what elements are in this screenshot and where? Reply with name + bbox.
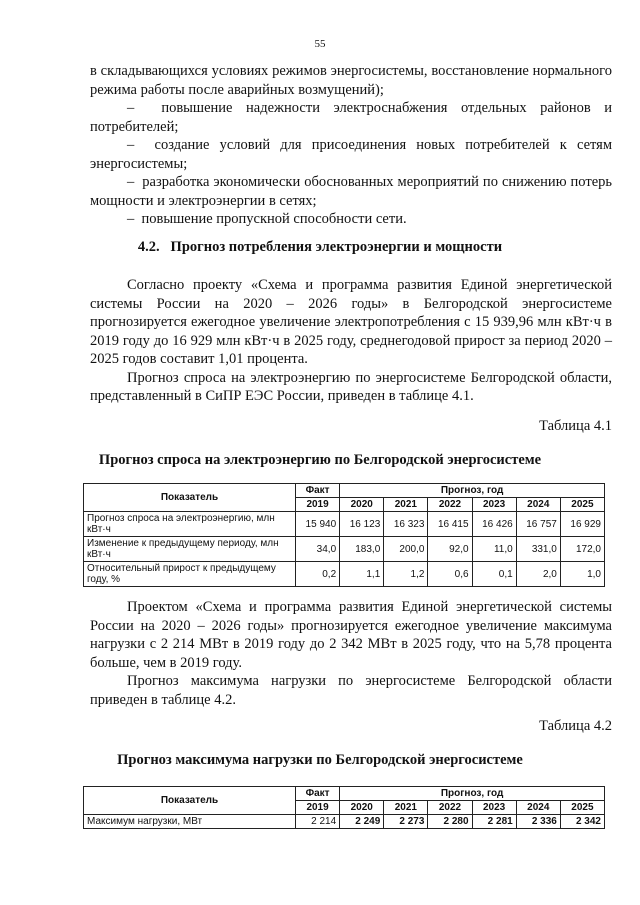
section-paragraph: Согласно проекту «Схема и программа развития Единой энергетической системы России на 2020 – 2026 годы» в Белгородской энергосистеме прогнозируется ежегодное увеличение электропотребления с 15 939,96 млн кВт·ч в 2019 году до 16 929 млн кВт·ч в 2025 году, среднегодовой прирост за период 2020 – 2025 годов составит 1,01 процента. — [90, 277, 612, 367]
cell-value: 2 280 — [428, 815, 472, 829]
column-header-forecast: Прогноз, год — [340, 484, 605, 498]
column-header-indicator: Показатель — [84, 484, 296, 512]
section-heading — [0, 239, 640, 256]
cell-value: 1,2 — [384, 562, 428, 587]
column-header-fact: Факт — [296, 484, 340, 498]
year-header: 2023 — [472, 498, 516, 512]
cell-value: 1,0 — [560, 562, 604, 587]
year-header: 2025 — [560, 801, 604, 815]
year-header: 2020 — [340, 801, 384, 815]
table-label: Таблица 4.1 — [539, 418, 612, 434]
row-name: Относительный прирост к предыдущему году, % — [84, 562, 296, 587]
section-title: Прогноз потребления электроэнергии и мощности — [170, 239, 503, 255]
cell-value: 34,0 — [296, 537, 340, 562]
column-header-forecast: Прогноз, год — [340, 787, 605, 801]
cell-value: 2 342 — [560, 815, 604, 829]
year-header: 2025 — [560, 498, 604, 512]
table-title: Прогноз спроса на электроэнергию по Белгородской энергосистеме — [98, 452, 542, 468]
table-label: Таблица 4.2 — [539, 718, 612, 734]
year-header: 2020 — [340, 498, 384, 512]
cell-value: 0,6 — [428, 562, 472, 587]
cell-value: 200,0 — [384, 537, 428, 562]
cell-value: 0,2 — [296, 562, 340, 587]
mid-paragraph: Прогноз максимума нагрузки по энергосистеме Белгородской области приведен в таблице 4.2. — [90, 673, 612, 708]
bullet-item: – разработка экономически обоснованных мероприятий по снижению потерь мощности и электроэнергии в сетях; — [90, 173, 612, 210]
table-row — [84, 512, 605, 537]
cell-value: 16 757 — [516, 512, 560, 537]
cell-value: 2,0 — [516, 562, 560, 587]
year-header: 2024 — [516, 498, 560, 512]
year-header: 2021 — [384, 498, 428, 512]
cell-value: 2 336 — [516, 815, 560, 829]
year-header: 2021 — [384, 801, 428, 815]
year-header: 2019 — [296, 801, 340, 815]
column-header-indicator: Показатель — [84, 787, 296, 815]
mid-text — [90, 598, 612, 709]
cell-value: 172,0 — [560, 537, 604, 562]
cell-value: 15 940 — [296, 512, 340, 537]
cell-value: 16 426 — [472, 512, 516, 537]
row-name: Изменение к предыдущему периоду, млн кВт·ч — [84, 537, 296, 562]
year-header: 2019 — [296, 498, 340, 512]
row-name: Максимум нагрузки, МВт — [84, 815, 296, 829]
cell-value: 16 929 — [560, 512, 604, 537]
row-name: Прогноз спроса на электроэнергию, млн кВт·ч — [84, 512, 296, 537]
table-row — [84, 537, 605, 562]
year-header: 2024 — [516, 801, 560, 815]
demand-forecast-table — [83, 483, 605, 587]
cell-value: 0,1 — [472, 562, 516, 587]
column-header-fact: Факт — [296, 787, 340, 801]
intro-text — [90, 62, 612, 229]
table-title: Прогноз максимума нагрузки по Белгородской энергосистеме — [117, 752, 523, 768]
cell-value: 11,0 — [472, 537, 516, 562]
mid-paragraph: Проектом «Схема и программа развития Единой энергетической системы России на 2020 – 2026 годы» прогнозируется ежегодное увеличение максимума нагрузки с 2 214 МВт в 2019 году до 2 342 МВт в 2025 году, что на 5,78 процента больше, чем в 2019 году. — [90, 599, 612, 671]
cell-value: 2 249 — [340, 815, 384, 829]
cell-value: 1,1 — [340, 562, 384, 587]
year-header: 2023 — [472, 801, 516, 815]
cell-value: 331,0 — [516, 537, 560, 562]
cell-value: 16 123 — [340, 512, 384, 537]
cell-value: 16 415 — [428, 512, 472, 537]
year-header: 2022 — [428, 801, 472, 815]
year-header: 2022 — [428, 498, 472, 512]
section-text — [90, 276, 612, 406]
cell-value: 2 281 — [472, 815, 516, 829]
cell-value: 2 214 — [296, 815, 340, 829]
section-paragraph: Прогноз спроса на электроэнергию по энергосистеме Белгородской области, представленный в СиПР ЕЭС России, приведен в таблице 4.1. — [90, 369, 612, 404]
cell-value: 183,0 — [340, 537, 384, 562]
bullet-item: – повышение пропускной способности сети. — [90, 210, 612, 229]
bullet-item: – создание условий для присоединения новых потребителей к сетям энергосистемы; — [90, 136, 612, 173]
table-row — [84, 815, 605, 829]
cell-value: 2 273 — [384, 815, 428, 829]
cell-value: 16 323 — [384, 512, 428, 537]
section-number: 4.2. — [137, 239, 160, 255]
table-row — [84, 562, 605, 587]
load-forecast-table — [83, 786, 605, 829]
intro-paragraph: в складывающихся условиях режимов энергосистемы, восстановление нормального режима работы после аварийных возмущений); — [90, 63, 612, 98]
bullet-item: – повышение надежности электроснабжения отдельных районов и потребителей; — [90, 99, 612, 136]
cell-value: 92,0 — [428, 537, 472, 562]
page-number: 55 — [314, 38, 326, 50]
